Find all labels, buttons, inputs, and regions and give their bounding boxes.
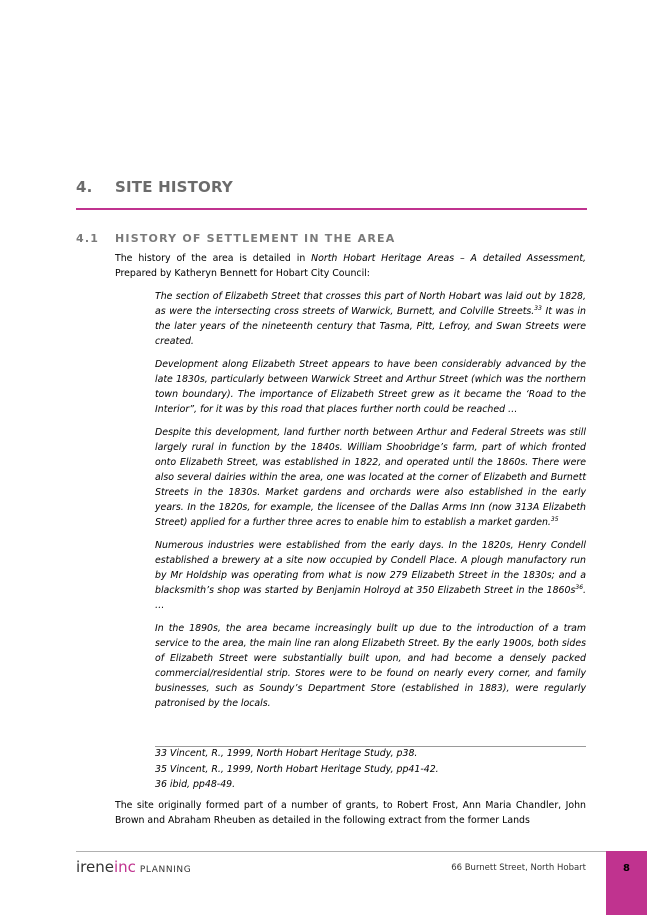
quote-paragraph (155, 538, 586, 613)
footnote-ref: 33 (534, 304, 542, 312)
footer-divider (76, 851, 606, 852)
section-divider (76, 208, 587, 210)
quote-text-after: . … (155, 585, 586, 611)
quote-paragraph (155, 289, 586, 349)
footnote: 33 Vincent, R., 1999, North Hobart Heritage Study, p38. (155, 748, 418, 759)
subsection-number: 4.1 (76, 232, 100, 245)
footnotes (155, 746, 586, 793)
quote-text: Development along Elizabeth Street appears to have been considerably advanced by the late 1830s, particularly between Warwick Street and Arthur Street (which was the northern town boundary). The importance of Elizabeth Street grew as it became the ‘Road to the Interior”, for it was by this road that places further north could be reached … (155, 359, 586, 415)
section-heading (76, 178, 587, 196)
page-number-tab (606, 851, 647, 915)
quote-text-after: It was in the later years of the nineteenth century that Tasma, Pitt, Lefroy, and Swan Streets were created. (155, 306, 586, 347)
section-title: SITE HISTORY (115, 178, 233, 196)
quote-text: Numerous industries were established from the early days. In the 1820s, Henry Condell established a brewery at a site now occupied by Condell Place. A plough manufactory run by Mr Holdship was operating from what is now 279 Elizabeth Street in the 1830s; and a blacksmith’s shop was started by Benjamin Holroyd at 350 Elizabeth Street in the 1860s (155, 540, 586, 596)
logo-text-irene: irene (76, 858, 114, 876)
closing-paragraph: The site originally formed part of a number of grants, to Robert Frost, Ann Maria Chandler, John Brown and Abraham Rheuben as detailed in the following extract from the former Lands (115, 800, 586, 826)
footnote-ref: 36 (575, 583, 584, 591)
quote-paragraph (155, 621, 586, 711)
intro-source-title: North Hobart Heritage Areas – A detailed Assessment, (311, 253, 587, 264)
quote-text: In the 1890s, the area became increasingly built up due to the introduction of a tram service to the area, the main line ran along Elizabeth Street. By the early 1900s, both sides of Elizabeth Street were substantially built upon, and had become a densely packed commercial/residential strip. Stores were to be found on nearly every corner, and family businesses, such as Soundy’s Department Store (established in 1883), were regularly patronised by the locals. (155, 623, 586, 709)
page-number: 8 (623, 863, 630, 874)
quote-paragraph (155, 425, 586, 530)
intro-text-after: Prepared by Katheryn Bennett for Hobart City Council: (115, 268, 370, 279)
footnote-ref: 35 (550, 515, 559, 523)
company-logo (76, 856, 191, 881)
intro-text-before: The history of the area is detailed in (115, 253, 312, 264)
intro-paragraph (115, 251, 586, 281)
footnote: 36 ibid, pp48-49. (155, 779, 236, 790)
quote-block (155, 289, 586, 719)
footer-address: 66 Burnett Street, North Hobart (451, 863, 586, 873)
subsection-title: HISTORY OF SETTLEMENT IN THE AREA (115, 232, 396, 245)
quote-text: Despite this development, land further north between Arthur and Federal Streets was still largely rural in function by the 1840s. William Shoobridge’s farm, part of which fronted onto Elizabeth Street, was established in 1822, and operated until the 1860s. There were also several dairies within the area, one was located at the corner of Elizabeth and Burnett Streets in the 1830s. Market gardens and orchards were also established in the early years. In the 1820s, for example, the licensee of the Dallas Arms Inn (now 313A Elizabeth Street) applied for a further three acres to enable him to establish a market garden. (155, 427, 586, 528)
subsection-heading (76, 232, 587, 245)
quote-text: The section of Elizabeth Street that crosses this part of North Hobart was laid out by 1828, as were the intersecting cross streets of Warwick, Burnett, and Colville Streets. (155, 291, 586, 317)
logo-text-planning: PLANNING (139, 865, 192, 875)
quote-paragraph (155, 357, 586, 417)
logo-text-inc: inc (113, 858, 136, 876)
footnote: 35 Vincent, R., 1999, North Hobart Heritage Study, pp41-42. (155, 763, 439, 775)
section-number: 4. (76, 178, 93, 196)
